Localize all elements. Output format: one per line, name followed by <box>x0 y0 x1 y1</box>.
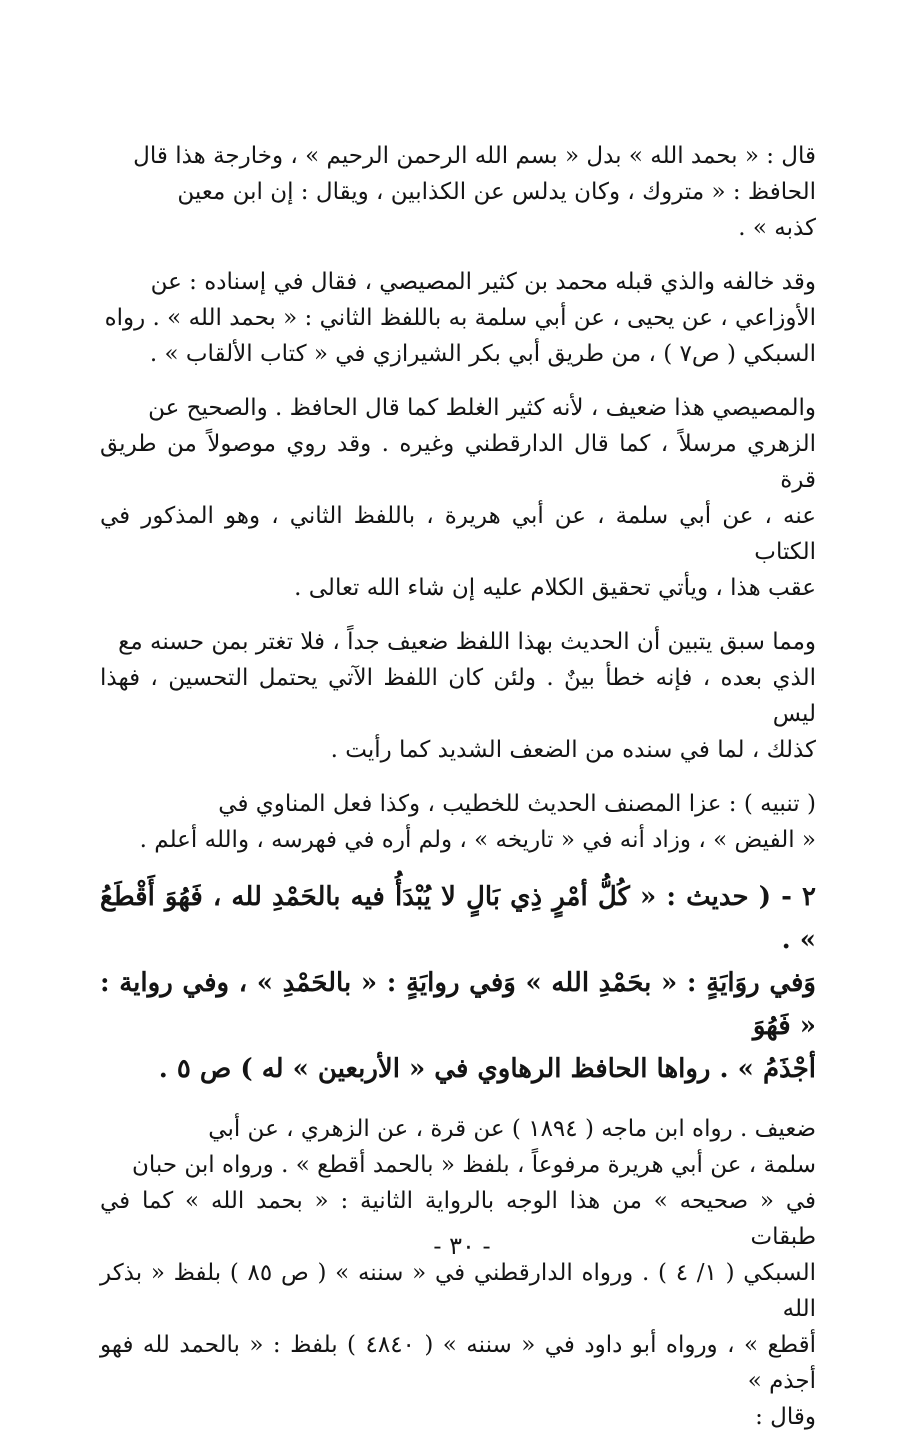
paragraph-4 <box>100 624 816 768</box>
paragraph-3 <box>100 390 816 606</box>
paragraph-2 <box>100 264 816 372</box>
paragraph-line: ضعيف . رواه ابن ماجه ( ١٨٩٤ ) عن قرة ، عن الزهري ، عن أبي <box>208 1116 816 1142</box>
hadith-line: أجْذَمُ » . رواها الحافظ الرهاوي في « الأربعين » له ) ص ٥ . <box>158 1054 816 1084</box>
paragraph-line: كذلك ، لما في سنده من الضعف الشديد كما رأيت . <box>330 737 816 763</box>
paragraph-line: سلمة ، عن أبي هريرة مرفوعاً ، بلفظ « بالحمد أقطع » . ورواه ابن حبان <box>132 1152 816 1178</box>
paragraph-line: والمصيصي هذا ضعيف ، لأنه كثير الغلط كما قال الحافظ . والصحيح عن <box>148 395 816 421</box>
paragraph-line: كذبه » . <box>738 215 816 241</box>
paragraph-line: أقطع » ، ورواه أبو داود في « سننه » ( ٤٨٤٠ ) بلفظ : « بالحمد لله فهو أجذم » <box>100 1332 816 1394</box>
hadith-block <box>100 876 816 1091</box>
paragraph-line: وقال : <box>755 1404 816 1430</box>
note-paragraph <box>100 786 816 858</box>
paragraph-line: قال : « بحمد الله » بدل « بسم الله الرحمن الرحيم » ، وخارجة هذا قال <box>133 143 816 169</box>
paragraph-line: الحافظ : « متروك ، وكان يدلس عن الكذابين ، ويقال : إن ابن معين <box>177 179 816 205</box>
paragraph-line: وقد خالفه والذي قبله محمد بن كثير المصيصي ، فقال في إسناده : عن <box>150 269 816 295</box>
paragraph-line: في « صحيحه » من هذا الوجه بالرواية الثانية : « بحمد الله » كما في طبقات <box>100 1188 816 1250</box>
page-number: - ٣٠ - <box>433 1232 491 1260</box>
paragraph-line: الذي بعده ، فإنه خطأ بينٌ . ولئن كان اللفظ الآتي يحتمل التحسين ، فهذا ليس <box>100 665 816 727</box>
paragraph-line: الأوزاعي ، عن يحيى ، عن أبي سلمة به باللفظ الثاني : « بحمد الله » . رواه <box>104 305 816 331</box>
paragraph-line: السبكي ( ١/ ٤ ) . ورواه الدارقطني في « سننه » ( ص ٨٥ ) بلفظ « بذكر الله <box>100 1260 817 1322</box>
hadith-line: وَفي روَايَةٍ : « بحَمْدِ الله » وَفي روايَةٍ : « بالحَمْدِ » ، وفي رواية : « فَهُوَ <box>100 968 816 1041</box>
paragraph-line: السبكي ( ص٧ ) ، من طريق أبي بكر الشيرازي في « كتاب الألقاب » . <box>149 341 816 367</box>
paragraph-line: الزهري مرسلاً ، كما قال الدارقطني وغيره . وقد روي موصولاً من طريق قرة <box>100 431 816 493</box>
paragraph-line: عنه ، عن أبي سلمة ، عن أبي هريرة ، باللفظ الثاني ، وهو المذكور في الكتاب <box>100 503 816 565</box>
paragraph-1 <box>100 138 816 246</box>
grading-paragraph <box>100 1111 816 1435</box>
paragraph-line: « الفيض » ، وزاد أنه في « تاريخه » ، ولم أره في فهرسه ، والله أعلم . <box>139 827 816 853</box>
hadith-line: ٢ - ( حديث : « كُلُّ أمْرٍ ذِي بَالٍ لا يُبْدَأُ فيه بالحَمْدِ لله ، فَهُوَ أَقْطَعُ » . <box>100 882 816 955</box>
paragraph-line: ( تنبيه ) : عزا المصنف الحديث للخطيب ، وكذا فعل المناوي في <box>218 791 816 817</box>
paragraph-line: عقب هذا ، ويأتي تحقيق الكلام عليه إن شاء الله تعالى . <box>294 575 816 601</box>
paragraph-line: ومما سبق يتبين أن الحديث بهذا اللفظ ضعيف جداً ، فلا تغتر بمن حسنه مع <box>118 629 816 655</box>
